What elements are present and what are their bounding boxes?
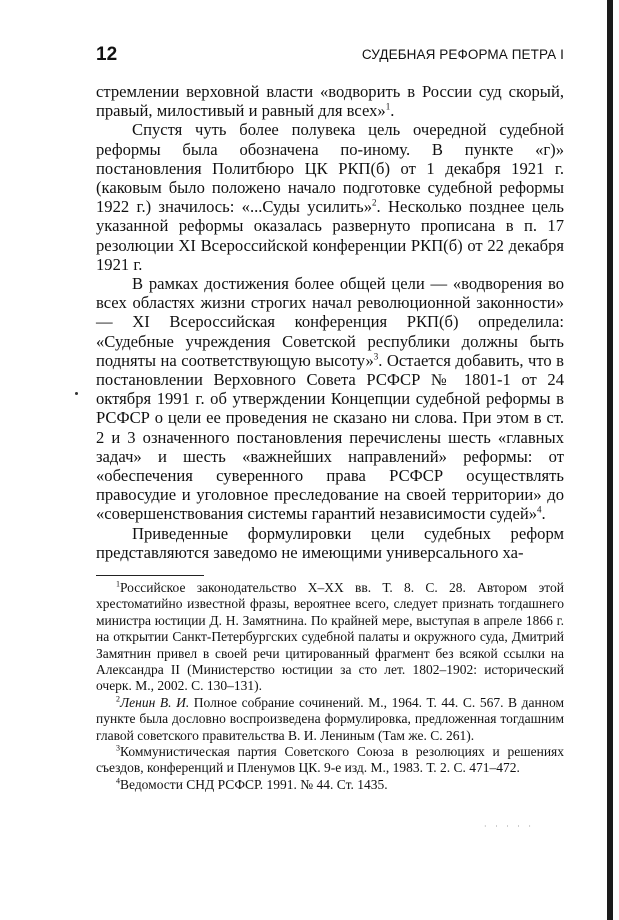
paragraph-text: Приведенные формулировки цели судебных реформ представляются заведомо не имеющими универсального ха- xyxy=(96,523,564,562)
scan-speckle: · · · · · xyxy=(484,822,534,831)
footnote-3 xyxy=(96,744,564,777)
paragraph-2 xyxy=(96,120,564,274)
footnote-2 xyxy=(96,695,564,744)
footnote-4 xyxy=(96,777,564,793)
footnote-text: Ведомости СНД РСФСР. 1991. № 44. Ст. 1435. xyxy=(120,776,388,792)
footnote-text: Полное собрание сочинений. М., 1964. Т. 44. С. 567. В данном пункте была дословно воспроизведена формулировка, предложенная тогдашним главой советского правительства В. И. Лениным (Там же. С. 261). xyxy=(96,694,564,743)
footnote-number: 2 xyxy=(116,694,120,704)
footnote-ref: 3 xyxy=(373,351,379,362)
footnote-separator xyxy=(96,575,204,576)
paragraph-text: Спустя чуть более полувека цель очередной судебной реформы была обозначена по-иному. В пункте «г)» постановления Политбюро ЦК РКП(б) от 1 декабря 1921 г. (каковым было положено начало подготовке судебной реформы 1922 г.) значилось: «...Суды усилить» xyxy=(96,120,564,217)
paragraph-text: . Остается добавить, что в постановлении Верховного Совета РСФСР № 1801-1 от 24 октября 1991 г. об утверждении Концепции судебной реформы в РСФСР о цели ее проведения не сказано ни слова. При этом в ст. 2 и 3 означенного постановления перечислены шесть «главных задач» и шесть «важнейших направлений» реформы: от «обеспечения суверенного права РСФСР осуществлять правосудие и уголовное преследование на своей территории» до «совершенствования системы гарантий независимости судей» xyxy=(96,350,565,524)
paragraph-text: . Несколько позднее цель указанной реформы оказалась развернуто прописана в п. 17 резолюции XI Всероссийской конференции РКП(б) от 22 декабря 1921 г. xyxy=(96,197,565,274)
footnotes xyxy=(96,580,564,793)
footnote-number: 3 xyxy=(116,743,120,753)
page-header xyxy=(96,44,564,68)
footnote-ref: 1 xyxy=(385,101,391,112)
paragraph-text: . xyxy=(541,504,546,524)
paragraph-3 xyxy=(96,274,564,524)
footnote-text: Российское законодательство X–XX вв. Т. 8. С. 28. Автором этой хрестоматийно известной фразы, вероятнее всего, следует признать тогдашнего министра юстиции Д. Н. Замятнина. По крайней мере, выступая в апреле 1866 г. на открытии Санкт-Петербургских судебной палаты и окружного суда, Дмитрий Замятнин привел в своей речи цитированный фрагмент без всякой ссылки на Александра II (Министерство юстиции за сто лет. 1802–1902: исторический очерк. М., 2002. С. 130–131). xyxy=(96,580,564,694)
footnote-1 xyxy=(96,580,564,695)
scan-edge-artifact xyxy=(607,0,613,920)
footnote-text: Коммунистическая партия Советского Союза в резолюциях и решениях съездов, конференций и Пленумов ЦК. 9-е изд. М., 1983. Т. 2. С. 471–472. xyxy=(96,744,564,776)
paragraph-4 xyxy=(96,524,564,562)
paragraph-text: В рамках достижения более общей цели — «водворения во всех областях жизни строгих начал революционной законности» — XI Всероссийская конференция РКП(б) определила: «Судебные учреждения Советской республики должны быть подняты на соответствующую высоту» xyxy=(96,274,564,370)
main-text xyxy=(96,82,564,562)
footnote-ref: 4 xyxy=(537,504,542,515)
footnote-ref: 2 xyxy=(372,197,377,208)
footnote-author: Ленин В. И. xyxy=(120,694,190,710)
paragraph-text: стремлении верховной власти «водворить в России суд скорый, правый, милостивый и равный для всех» xyxy=(96,82,564,121)
paragraph-1 xyxy=(96,82,564,120)
footnote-number: 1 xyxy=(116,579,120,589)
running-title: СУДЕБНАЯ РЕФОРМА ПЕТРА I xyxy=(361,47,564,62)
paragraph-text: . xyxy=(390,101,395,121)
page-number: 12 xyxy=(96,44,118,65)
footnote-number: 4 xyxy=(116,776,120,786)
margin-mark xyxy=(75,392,78,395)
